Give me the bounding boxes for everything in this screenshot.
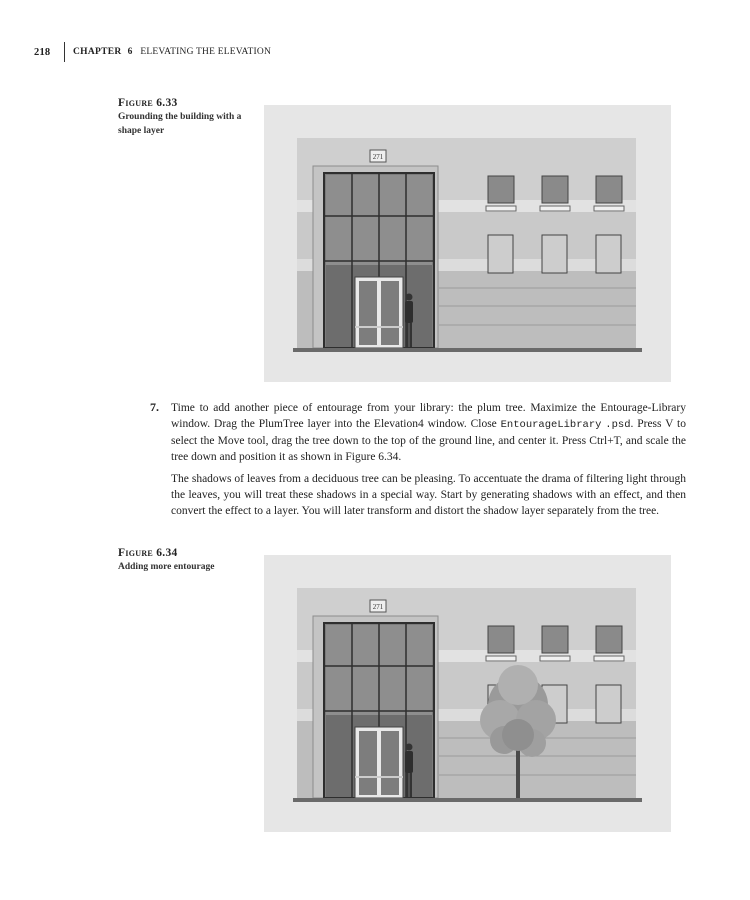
step-number: 7. <box>150 400 159 414</box>
step-7-text-part-1: Time to add another piece of entourage from your library: the plum tree. Maximize the Entourage-Library window. Drag the PlumTree layer into the Elevation4 window. Close <box>171 402 686 430</box>
filename-extension: .psd <box>605 419 631 431</box>
upper-windows <box>488 176 622 203</box>
figure-634-label: Figure 6.34 <box>118 547 178 559</box>
figure-633-text: Grounding the building with a shape layer <box>118 112 242 136</box>
building-elevation-illustration <box>264 105 671 382</box>
ground-line <box>293 798 642 802</box>
filename-library: EntourageLibrary <box>500 419 602 431</box>
ground-line <box>293 348 642 352</box>
step-7-text-part-2: . Press V to select the Move tool, drag the tree down to the top of the ground line, and center it. Press Ctrl+T, and scale the tree down and position it as shown in Figure 6.34. <box>171 418 687 463</box>
header-divider <box>64 42 65 62</box>
chapter-number: 6 <box>127 47 133 57</box>
building-elevation-with-tree <box>264 555 671 832</box>
running-header <box>34 42 271 62</box>
figure-633-caption <box>118 96 253 138</box>
figure-633-image <box>264 105 671 382</box>
figure-634-caption <box>118 546 253 574</box>
chapter-label: CHAPTER <box>73 47 122 57</box>
figure-633-label: Figure 6.33 <box>118 97 178 109</box>
figure-634-image <box>264 555 671 832</box>
body-paragraph: The shadows of leaves from a deciduous tree can be pleasing. To accentuate the drama of filtering light through the leaves, you will treat these shadows in a special way. Start by generating shadows with an effect, and then convert the effect to a layer. You will later transform and distort the shadow layer separately from the tree. <box>171 473 686 517</box>
address-sign-text: 271 <box>372 153 384 161</box>
step-7-text <box>171 400 686 465</box>
chapter-title: ELEVATING THE ELEVATION <box>140 47 272 57</box>
figure-634-text: Adding more entourage <box>118 562 215 572</box>
address-sign-text: 271 <box>372 603 384 611</box>
page-number: 218 <box>34 46 51 58</box>
